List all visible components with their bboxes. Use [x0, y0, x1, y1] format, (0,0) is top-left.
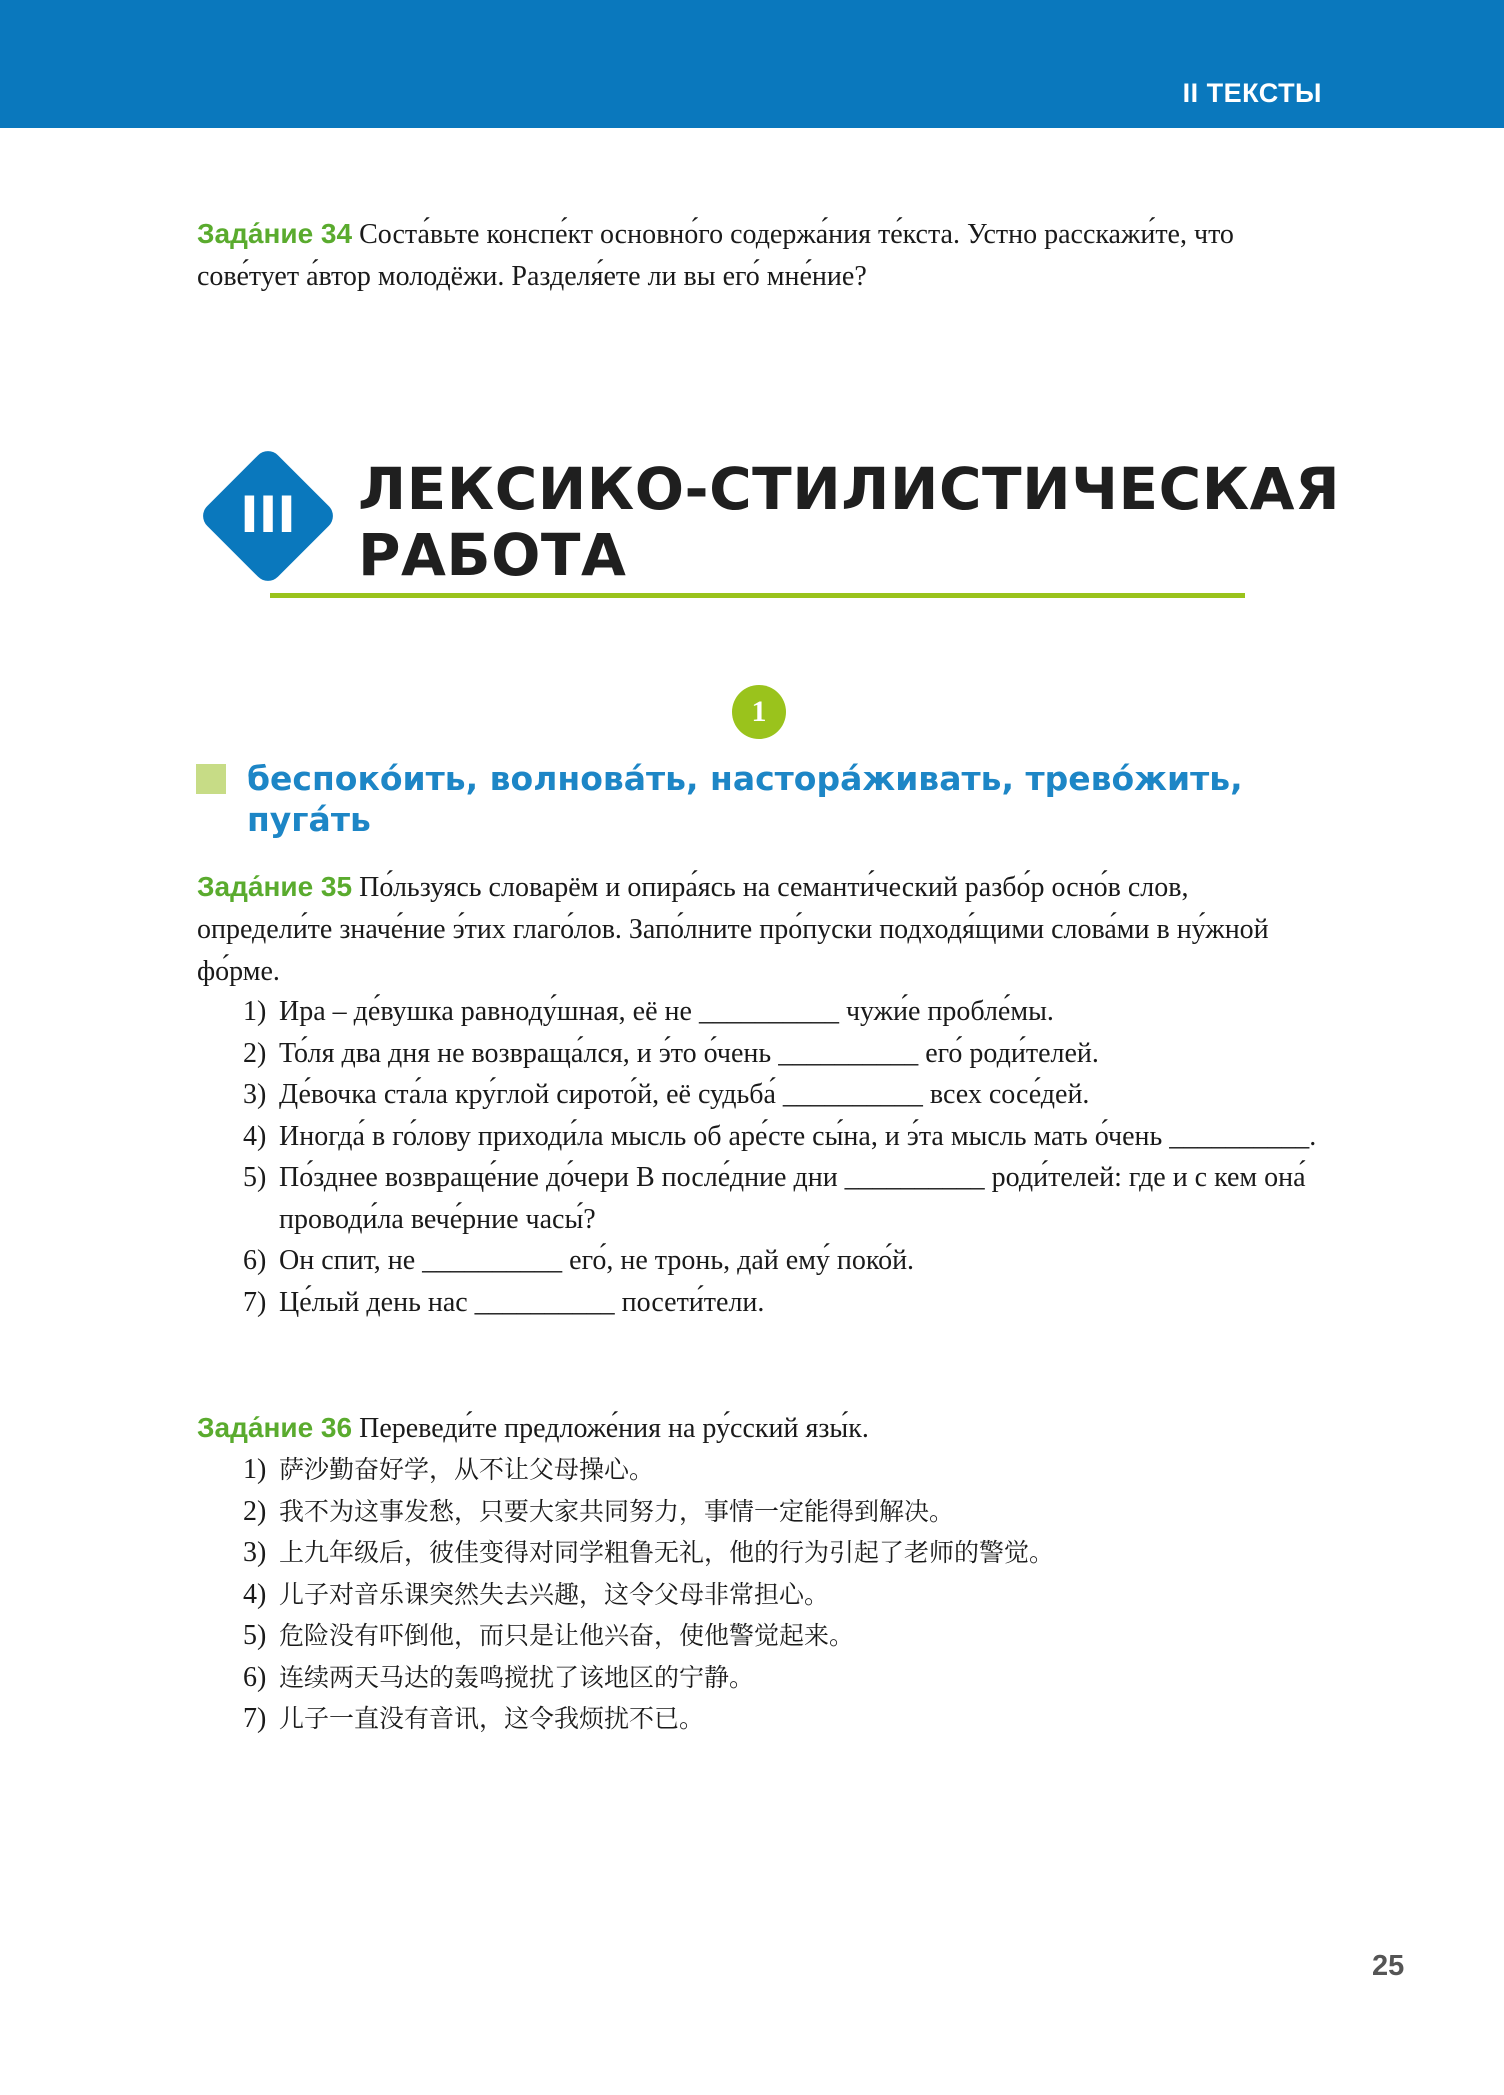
section-divider: [270, 593, 1245, 598]
list-item: [243, 1449, 1323, 1491]
item-number: 6): [243, 1661, 267, 1693]
task-35-label: Зада́ние 35: [197, 871, 353, 902]
item-number: 5): [243, 1620, 267, 1651]
lexeme-group-title: беспоко́ить, волнова́ть, насторáживать, трево́жить, пуга́ть: [247, 759, 1243, 839]
item-number: 4): [243, 1578, 267, 1610]
item-text: 儿子对音乐课突然失去兴趣，这令父母非常担心。: [279, 1579, 830, 1609]
list-item: [243, 1491, 1323, 1533]
item-text: 儿子一直没有音讯，这令我烦扰不已。: [279, 1704, 705, 1733]
task-34-label: Зада́ние 34: [197, 218, 353, 249]
section-badge-icon: [196, 444, 340, 588]
list-item: [243, 1157, 1323, 1240]
item-text: 危险没有吓倒他，而只是让他兴奋，使他警觉起来。: [279, 1621, 855, 1650]
item-text: Це́лый день нас __________ посети́тели.: [279, 1286, 765, 1318]
list-item: [243, 1532, 1323, 1574]
item-text: Иногда́ в го́лову приходи́ла мысль об аре́сте сы́на, и э́та мысль мать о́чень __________.: [279, 1120, 1317, 1152]
task-34: [197, 213, 1323, 298]
item-number: 1): [243, 1454, 267, 1485]
item-text: Ира – де́вушка равноду́шная, её не __________ чужи́е пробле́мы.: [279, 996, 1054, 1027]
task-36: [197, 1407, 1323, 1450]
item-number: 1): [243, 996, 267, 1027]
list-item: [243, 1615, 1323, 1657]
item-text: 我不为这事发愁，只要大家共同努力，事情一定能得到解决。: [279, 1496, 955, 1526]
item-number: 4): [243, 1120, 267, 1152]
section-title-line-1: ЛЕКСИКО-СТИЛИСТИЧЕСКАЯ: [358, 455, 1341, 523]
task-35: [197, 866, 1323, 993]
list-item: [243, 1282, 1323, 1324]
task-36-text: Переведи́те предложе́ния на ру́сский язы́к.: [359, 1413, 869, 1444]
item-number: 7): [243, 1703, 267, 1734]
section-numeral: III: [240, 486, 296, 544]
list-item: [243, 1033, 1323, 1075]
item-text: 连续两天马达的轰鸣搅扰了该地区的宁静。: [279, 1662, 755, 1692]
task-36-label: Зада́ние 36: [197, 1412, 353, 1443]
item-number: 2): [243, 1495, 267, 1527]
running-header: II ТЕКСТЫ: [1182, 78, 1322, 108]
list-item: [243, 991, 1323, 1033]
task-36-list: [243, 1449, 1323, 1740]
list-item: [243, 1074, 1323, 1116]
item-number: 3): [243, 1079, 267, 1110]
list-item: [243, 1116, 1323, 1158]
page-number: 25: [1372, 1950, 1405, 1982]
list-item: [243, 1574, 1323, 1616]
item-text: Он спит, не __________ его́, не тронь, дай ему́ поко́й.: [279, 1245, 915, 1276]
item-text: 萨沙勤奋好学，从不让父母操心。: [279, 1455, 655, 1484]
lexeme-group-number: 1: [732, 685, 786, 739]
item-text: Де́вочка ста́ла кру́глой сирото́й, её судьба́ __________ всех сосе́дей.: [279, 1079, 1090, 1110]
item-number: 5): [243, 1162, 267, 1193]
section-title-line-2: РАБОТА: [358, 521, 627, 589]
lexeme-marker-icon: [196, 764, 226, 794]
item-number: 7): [243, 1286, 267, 1318]
list-item: [243, 1657, 1323, 1699]
task-34-text: Соста́вьте конспе́кт основно́го содержа́ния те́кста. Устно расскажи́те, что сове́тует а́втор молодёжи. Разделя́ете ли вы его́ мне́ние?: [197, 219, 1234, 292]
item-text: 上九年级后，彼佳变得对同学粗鲁无礼，他的行为引起了老师的警觉。: [279, 1538, 1055, 1567]
item-number: 6): [243, 1245, 267, 1276]
item-text: То́ля два дня не возвраща́лся, и э́то о́чень __________ его́ роди́телей.: [279, 1037, 1099, 1069]
list-item: [243, 1698, 1323, 1740]
list-item: [243, 1240, 1323, 1282]
item-text: По́зднее возвраще́ние до́чери В после́дние дни __________ роди́телей: где и с кем она́ проводи́ла вече́рние часы́?: [279, 1162, 1306, 1235]
section-title: [358, 456, 1340, 588]
item-number: 2): [243, 1037, 267, 1069]
task-35-list: [243, 991, 1323, 1323]
item-number: 3): [243, 1537, 267, 1568]
task-35-text: По́льзуясь словарём и опира́ясь на семанти́ческий разбо́р осно́в слов, определи́те значе́ние э́тих глаго́лов. Запо́лните про́пуски подходя́щими слова́ми в ну́жной фо́рме.: [197, 872, 1269, 987]
